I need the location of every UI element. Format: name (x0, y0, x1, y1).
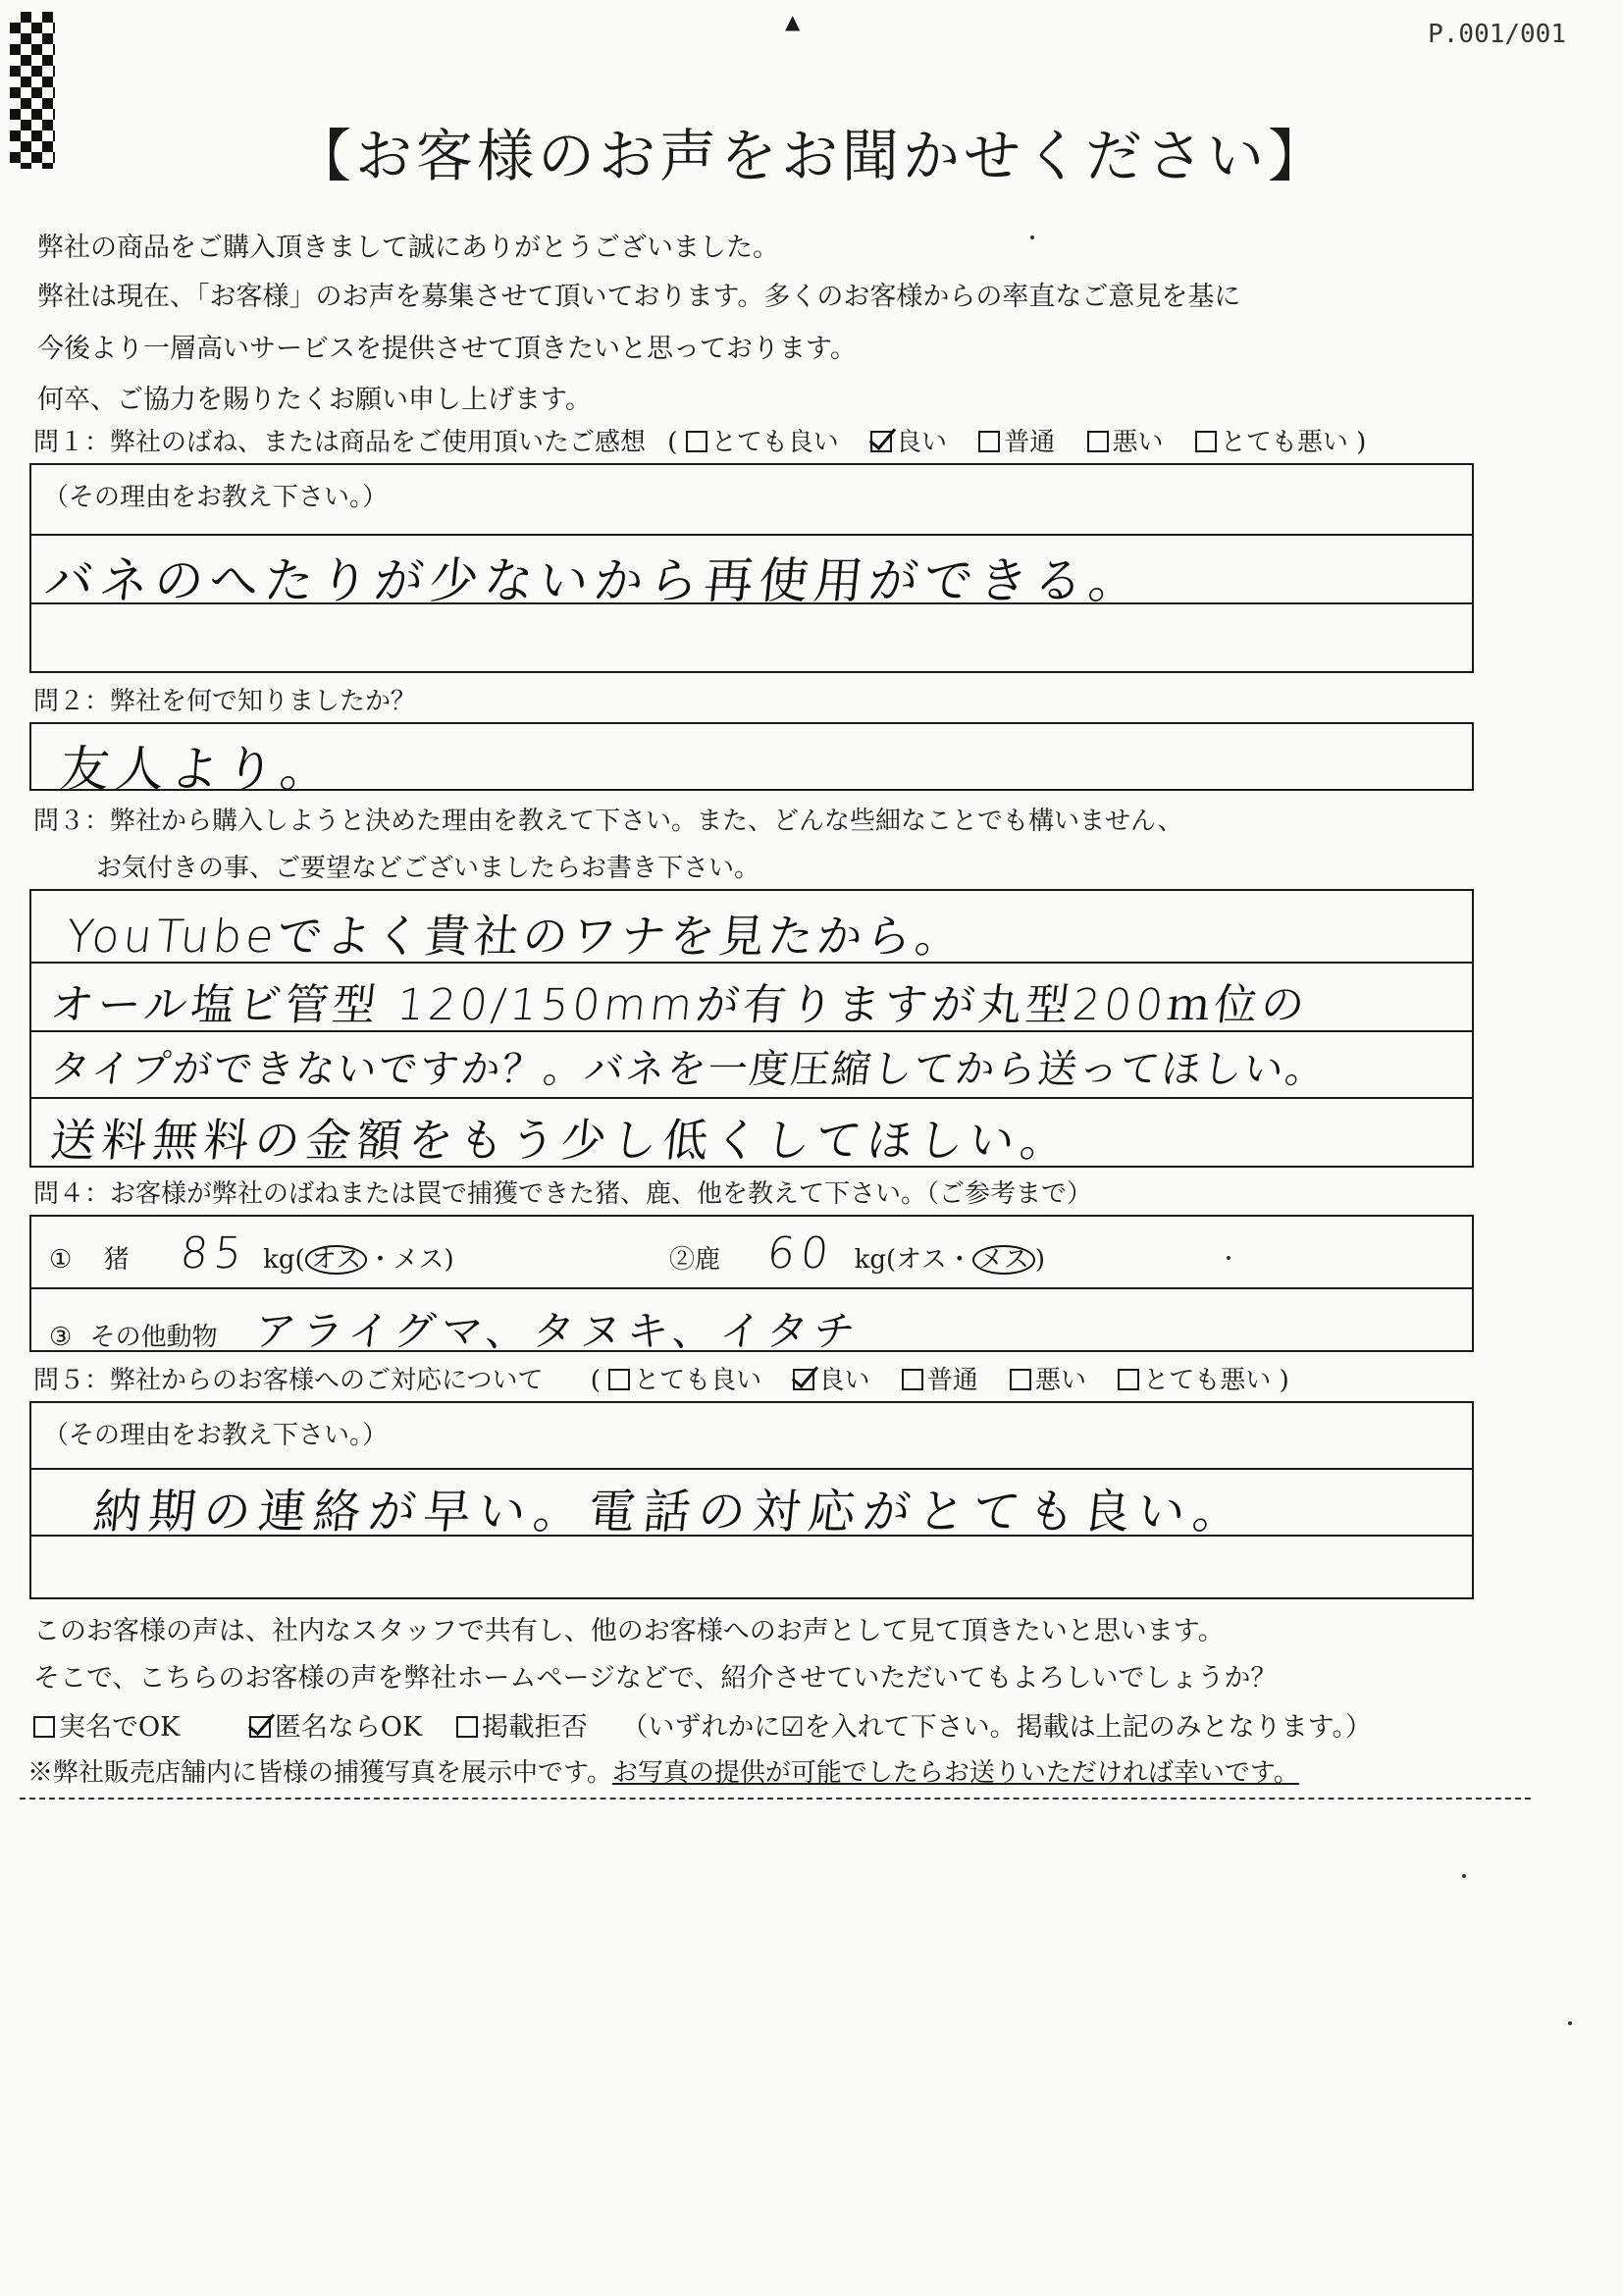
q4-answer-box[interactable] (29, 1215, 1474, 1355)
q4-boar-weight: 85 (178, 1228, 250, 1278)
q5-label: 問５：弊社からのお客様へのご対応について (33, 1366, 544, 1395)
q1-option-very-good[interactable]: とても良い (686, 428, 839, 457)
q1-option-normal[interactable]: 普通 (978, 428, 1055, 457)
q3-answer-line-3: タイプができないですか？。バネを一度圧縮してから送ってほしい。 (48, 1047, 1330, 1092)
q1-close-paren: ) (1356, 428, 1367, 457)
q5-checkbox-very-bad[interactable] (1118, 1369, 1139, 1390)
q1-answer-text: バネのへたりが少ないから再使用ができる。 (41, 552, 1147, 609)
q5-checkbox-good[interactable] (793, 1369, 814, 1390)
footer-note-a: ※弊社販売店舗内に皆様の捕獲写真を展示中です。 (27, 1758, 612, 1788)
consent-option-anonymous[interactable]: 匿名ならOK (249, 1712, 422, 1743)
q5-option-bad[interactable]: 悪い (1010, 1366, 1086, 1395)
q4-boar-female[interactable]: メス (393, 1245, 445, 1275)
q1-open-paren: ( (667, 428, 678, 457)
consent-option-decline[interactable]: 掲載拒否 (456, 1712, 588, 1743)
q3-answer-line-4: 送料無料の金額をもう少し低くしてほしい。 (47, 1114, 1074, 1167)
q1-option-good[interactable]: 良い (870, 428, 947, 457)
q4-boar-row: ① 猪 85 kg( オス ・メス) (49, 1228, 454, 1278)
q4-boar-num: ① (49, 1245, 73, 1275)
scan-speck (1568, 2021, 1572, 2025)
q5-option-normal[interactable]: 普通 (902, 1366, 978, 1395)
q4-deer-female-circled[interactable]: メス (972, 1245, 1035, 1275)
q4-label: 問４：お客様が弊社のばねまたは罠で捕獲できた猪、鹿、他を教えて下さい。（ご参考まで） (33, 1179, 1093, 1209)
intro-line-1: 弊社の商品をご購入頂きまして誠にありがとうございました。 (37, 233, 779, 263)
q4-other-num: ③ (49, 1323, 73, 1352)
q1-label: 問１：弊社のばね、または商品をご使用頂いたご感想 (33, 428, 647, 457)
q4-boar-unit: kg (263, 1245, 295, 1275)
q1-checkbox-bad[interactable] (1087, 431, 1109, 452)
top-arrow-mark: ▲ (785, 10, 801, 33)
q4-other-label: その他動物 (89, 1323, 218, 1352)
intro-line-3: 今後より一層高いサービスを提供させて頂きたいと思っております。 (37, 334, 857, 364)
q4-deer-male[interactable]: オス (896, 1245, 947, 1275)
q5-row (33, 1360, 1289, 1396)
footer-note-b: お写真の提供が可能でしたらお送りいただければ幸いです。 (611, 1758, 1299, 1788)
q3-answer-box[interactable] (29, 889, 1474, 1168)
q1-checkbox-very-bad[interactable] (1195, 431, 1217, 452)
q4-boar-male-circled[interactable]: オス (305, 1245, 368, 1275)
scan-speck (1030, 235, 1034, 239)
q1-answer-box[interactable] (29, 463, 1474, 673)
consent-checkbox-anonymous[interactable] (249, 1716, 271, 1738)
q5-checkbox-very-good[interactable] (608, 1369, 630, 1390)
intro-line-2: 弊社は現在、「お客様」のお声を募集させて頂いております。多くのお客様からの率直なご意見を基に (37, 282, 1241, 312)
q1-reason-hint: （その理由をお教え下さい。） (43, 483, 389, 512)
scan-speck (1462, 1874, 1466, 1878)
q1-row (33, 422, 1366, 458)
footer-dashed-divider (20, 1798, 1531, 1800)
q3-label: 問３：弊社から購入しようと決めた理由を教えて下さい。また、どんな些細なことでも構いません、 (33, 807, 1183, 836)
page-number: P.001/001 (1428, 20, 1566, 49)
q2-answer-text: 友人より。 (57, 741, 339, 798)
consent-options-row (33, 1705, 1372, 1744)
q5-answer-text: 納期の連絡が早い。電話の対応がとても良い。 (90, 1485, 1251, 1539)
q4-deer-label: 鹿 (695, 1245, 721, 1275)
q4-other-row (49, 1299, 862, 1358)
q5-option-very-bad[interactable]: とても悪い (1118, 1366, 1271, 1395)
q2-answer-box[interactable] (29, 722, 1474, 798)
consent-option-real-name[interactable]: 実名でOK (33, 1712, 180, 1743)
page-title: 【お客様のお声をお聞かせください】 (293, 123, 1329, 189)
scan-speck (1227, 1256, 1230, 1260)
consent-checkbox-decline[interactable] (456, 1716, 478, 1738)
consent-line-1: このお客様の声は、社内なスタッフで共有し、他のお客様へのお声として見て頂きたいと思います。 (33, 1616, 1225, 1646)
q1-checkbox-good[interactable] (870, 431, 892, 452)
q1-checkbox-very-good[interactable] (686, 431, 707, 452)
q5-reason-hint: （その理由をお教え下さい。） (43, 1421, 389, 1450)
q3-answer-line-2: オール塩ビ管型 120/150mmが有りますが丸型200ｍ位の (47, 980, 1311, 1030)
q5-answer-box[interactable] (29, 1401, 1474, 1599)
q5-checkbox-bad[interactable] (1010, 1369, 1031, 1390)
q1-option-very-bad[interactable]: とても悪い (1195, 428, 1348, 457)
q4-boar-label: 猪 (103, 1245, 130, 1275)
consent-checkbox-real-name[interactable] (33, 1716, 55, 1738)
q4-deer-unit: kg (854, 1245, 886, 1275)
footer-note (27, 1752, 1299, 1789)
consent-line-2: そこで、こちらのお客様の声を弊社ホームページなどで、紹介させていただいてもよろしいでしょうか？ (33, 1663, 1278, 1694)
q1-checkbox-normal[interactable] (978, 431, 1000, 452)
q3-label-line-2: お気付きの事、ご要望などございましたらお書き下さい。 (96, 854, 760, 883)
q3-answer-line-1: YouTubeでよく貴社のワナを見たから。 (63, 910, 968, 963)
q5-option-very-good[interactable]: とても良い (608, 1366, 761, 1395)
q2-label: 問２：弊社を何で知りましたか？ (33, 687, 417, 716)
q5-option-good[interactable]: 良い (793, 1366, 869, 1395)
q4-deer-row: ②鹿 60 kg(オス・ メス ) (669, 1228, 1046, 1278)
intro-line-4: 何卒、ご協力を賜りたくお願い申し上げます。 (37, 385, 592, 415)
q5-checkbox-normal[interactable] (902, 1369, 923, 1390)
q4-other-answer: アライグマ、タヌキ、イタチ (252, 1307, 864, 1355)
q4-deer-num: ② (669, 1245, 696, 1275)
q1-option-bad[interactable]: 悪い (1087, 428, 1164, 457)
consent-note: （いずれかに☑を入れて下さい。掲載は上記のみとなります。） (621, 1712, 1372, 1743)
q4-deer-weight: 60 (764, 1228, 837, 1278)
q5-open-paren: ( (590, 1366, 601, 1395)
q5-close-paren: ) (1279, 1366, 1289, 1395)
